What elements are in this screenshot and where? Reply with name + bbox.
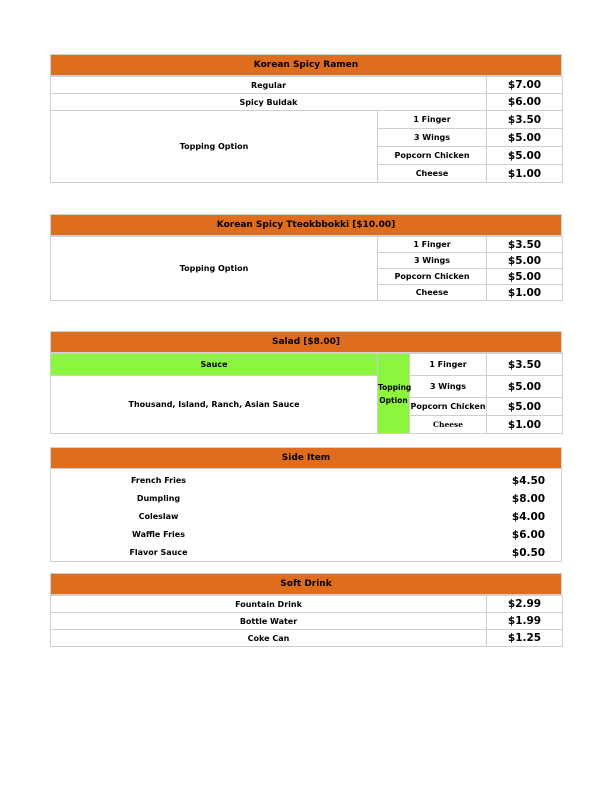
topping-price: $5.00 bbox=[487, 253, 563, 269]
topping-price: $5.00 bbox=[487, 129, 563, 147]
table-row bbox=[51, 596, 563, 613]
topping-price: $3.50 bbox=[487, 111, 563, 129]
list-item bbox=[51, 544, 561, 562]
item-price: $6.00 bbox=[511, 529, 546, 541]
item-name: Spicy Buldak bbox=[51, 94, 487, 111]
item-price: $2.99 bbox=[487, 596, 563, 613]
topping-option-label: Topping Option bbox=[51, 237, 378, 301]
item-price: $6.00 bbox=[487, 94, 563, 111]
drink-table bbox=[50, 595, 563, 647]
tteokbokki-section bbox=[50, 214, 562, 301]
topping-price: $1.00 bbox=[487, 165, 563, 183]
table-row bbox=[51, 613, 563, 630]
item-price: $4.00 bbox=[511, 511, 546, 523]
sauce-header: Sauce bbox=[51, 354, 378, 376]
list-item bbox=[51, 508, 561, 526]
topping-name: Popcorn Chicken bbox=[410, 398, 487, 416]
topping-name: 1 Finger bbox=[410, 354, 487, 376]
item-name: Flavor Sauce bbox=[129, 548, 188, 557]
topping-price: $3.50 bbox=[487, 354, 563, 376]
topping-price: $5.00 bbox=[487, 269, 563, 285]
topping-price: $3.50 bbox=[487, 237, 563, 253]
topping-price: $1.00 bbox=[487, 416, 563, 434]
drink-header: Soft Drink bbox=[50, 573, 562, 595]
ramen-regular-row bbox=[51, 77, 563, 94]
tteokbokki-header: Korean Spicy Tteokbbokki [$10.00] bbox=[50, 214, 562, 236]
item-price: $1.99 bbox=[487, 613, 563, 630]
item-name: Waffle Fries bbox=[132, 530, 185, 539]
topping-name: 3 Wings bbox=[378, 129, 487, 147]
list-item bbox=[51, 490, 561, 508]
salad-header: Salad [$8.00] bbox=[50, 331, 562, 353]
salad-section bbox=[50, 331, 562, 434]
drink-section bbox=[50, 573, 562, 647]
ramen-buldak-row bbox=[51, 94, 563, 111]
topping-name: Popcorn Chicken bbox=[378, 269, 487, 285]
list-item bbox=[51, 526, 561, 544]
item-name: Dumpling bbox=[136, 494, 181, 503]
item-price: $0.50 bbox=[511, 547, 546, 559]
table-row bbox=[51, 630, 563, 647]
list-item bbox=[51, 472, 561, 490]
item-name: French Fries bbox=[130, 476, 187, 485]
item-name: Coke Can bbox=[51, 630, 487, 647]
item-name: Fountain Drink bbox=[51, 596, 487, 613]
item-price: $8.00 bbox=[511, 493, 546, 505]
item-price: $7.00 bbox=[487, 77, 563, 94]
item-name: Bottle Water bbox=[51, 613, 487, 630]
ramen-header: Korean Spicy Ramen bbox=[50, 54, 562, 76]
topping-name: 3 Wings bbox=[378, 253, 487, 269]
side-header: Side Item bbox=[50, 447, 562, 469]
topping-name: 3 Wings bbox=[410, 376, 487, 398]
topping-name: Cheese bbox=[410, 416, 487, 434]
item-price: $4.50 bbox=[511, 475, 546, 487]
salad-table bbox=[50, 353, 563, 434]
topping-name: Popcorn Chicken bbox=[378, 147, 487, 165]
topping-name: Cheese bbox=[378, 285, 487, 301]
side-section bbox=[50, 447, 562, 469]
topping-price: $1.00 bbox=[487, 285, 563, 301]
topping-row bbox=[51, 111, 563, 129]
topping-price: $5.00 bbox=[487, 398, 563, 416]
ramen-section bbox=[50, 54, 562, 183]
salad-row bbox=[51, 376, 563, 398]
topping-price: $5.00 bbox=[487, 376, 563, 398]
topping-row bbox=[51, 237, 563, 253]
topping-name: 1 Finger bbox=[378, 111, 487, 129]
topping-option-label: Topping Option bbox=[51, 111, 378, 183]
ramen-table bbox=[50, 76, 563, 183]
tteokbokki-table bbox=[50, 236, 563, 301]
topping-name: Cheese bbox=[378, 165, 487, 183]
salad-topping-label: Topping Option bbox=[378, 354, 410, 434]
sauce-options: Thousand, Island, Ranch, Asian Sauce bbox=[51, 376, 378, 434]
item-name: Coleslaw bbox=[138, 512, 179, 521]
topping-price: $5.00 bbox=[487, 147, 563, 165]
item-name: Regular bbox=[51, 77, 487, 94]
side-item-list bbox=[50, 468, 562, 562]
salad-row bbox=[51, 354, 563, 376]
item-price: $1.25 bbox=[487, 630, 563, 647]
topping-name: 1 Finger bbox=[378, 237, 487, 253]
